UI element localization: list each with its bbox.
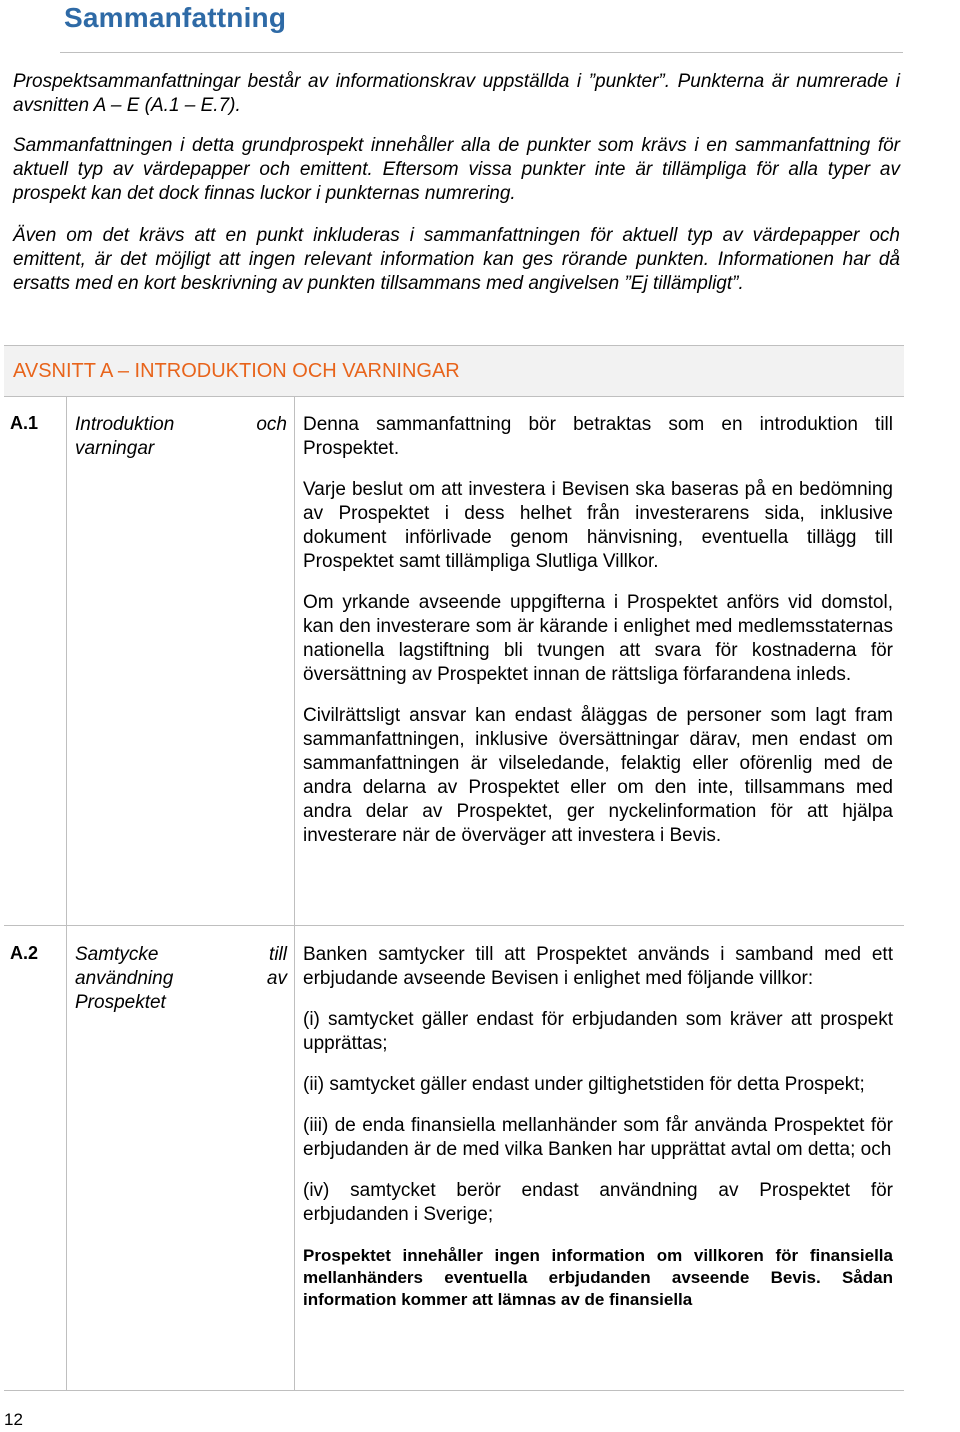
row-code: A.1	[10, 413, 39, 433]
row-code: A.2	[10, 943, 39, 963]
label-word: Introduktion	[75, 414, 175, 435]
label-line	[75, 943, 287, 967]
table-row-divider	[4, 925, 904, 926]
row-label	[75, 413, 287, 461]
body-paragraph: (i) samtycket gäller endast för erbjudanden som kräver att prospekt upprättas;	[303, 1009, 893, 1054]
label-line	[75, 967, 287, 991]
body-paragraph: Civilrättsligt ansvar kan endast åläggas de personer som lagt fram sammanfattningen, inklusive översättningar därav, men endast om sammanfattningen är vilseledande, felaktig eller oförenlig med de andra delarna av Prospektet eller om den inte, tillsammans med andra delar av Prospektet, ger nyckelinformation för att hjälpa investerare när de överväger att investera i Bevis.	[303, 705, 893, 846]
body-paragraph: (ii) samtycket gäller endast under giltighetstiden för detta Prospekt;	[303, 1074, 865, 1095]
table-divider	[294, 396, 295, 1391]
body-paragraph: Denna sammanfattning bör betraktas som en introduktion till Prospektet.	[303, 414, 893, 459]
page-title: Sammanfattning	[64, 2, 287, 33]
table-divider	[66, 396, 67, 1391]
label-word: användning	[75, 968, 174, 989]
label-word: Prospektet	[75, 992, 166, 1013]
label-line	[75, 413, 287, 437]
intro-paragraph-1: Prospektsammanfattningar består av informationskrav uppställda i ”punkter”. Punkterna är numrerade i avsnitten A – E (A.1 – E.7).	[13, 71, 900, 116]
section-header	[4, 345, 904, 397]
table-row-divider	[4, 1390, 904, 1391]
body-paragraph: (iv) samtycket berör endast användning av Prospektet för erbjudanden i Sverige;	[303, 1180, 893, 1225]
page-number: 12	[4, 1410, 23, 1429]
label-word: och	[256, 414, 287, 435]
label-word: varningar	[75, 438, 155, 459]
section-heading: AVSNITT A – INTRODUKTION OCH VARNINGAR	[13, 360, 460, 382]
body-paragraph: Varje beslut om att investera i Bevisen ska baseras på en bedömning av Prospektet i dess helhet från investerarens sida, inklusive dokument införlivade genom hänvisning, eventuella tillägg till Prospektet samt tillämpliga Slutliga Villkor.	[303, 479, 893, 572]
intro-paragraph-3: Även om det krävs att en punkt inkluderas i sammanfattningen för aktuell typ av värdepapper och emittent, är det möjligt att ingen relevant information kan ges rörande punkten. Informationen har då ersatts med en kort beskrivning av punkten tillsammans med angivelsen ”Ej tillämpligt”.	[13, 225, 900, 294]
row-label	[75, 943, 287, 1015]
body-paragraph: (iii) de enda finansiella mellanhänder som får använda Prospektet för erbjudanden är de med vilka Banken har upprättat avtal om detta; och	[303, 1115, 893, 1160]
label-word: till	[269, 944, 287, 965]
intro-paragraph-2: Sammanfattningen i detta grundprospekt innehåller alla de punkter som krävs i en sammanfattning för aktuell typ av värdepapper och emittent. Eftersom vissa punkter inte är tillämpliga för alla typer av prospekt kan det dock finnas luckor i punkternas numrering.	[13, 135, 900, 204]
label-line	[75, 991, 287, 1015]
row-body	[303, 943, 893, 1311]
row-body	[303, 413, 893, 848]
body-paragraph: Banken samtycker till att Prospektet används i samband med ett erbjudande avseende Bevisen i enlighet med följande villkor:	[303, 944, 893, 989]
label-line	[75, 437, 287, 461]
label-word: av	[266, 968, 287, 989]
label-word: Samtycke	[75, 944, 159, 965]
body-paragraph: Om yrkande avseende uppgifterna i Prospektet anförs vid domstol, kan den investerare som är kärande i enlighet med medlemsstaternas nationella lagstiftning bli tvungen att svara för kostnaderna för översättning av Prospektet innan de rättsliga förfarandena inleds.	[303, 592, 893, 685]
body-paragraph-bold: Prospektet innehåller ingen information om villkoren för finansiella mellanhänders eventuella erbjudanden avseende Bevis. Sådan information kommer att lämnas av de finansiella	[303, 1246, 893, 1309]
title-bar	[60, 0, 903, 53]
